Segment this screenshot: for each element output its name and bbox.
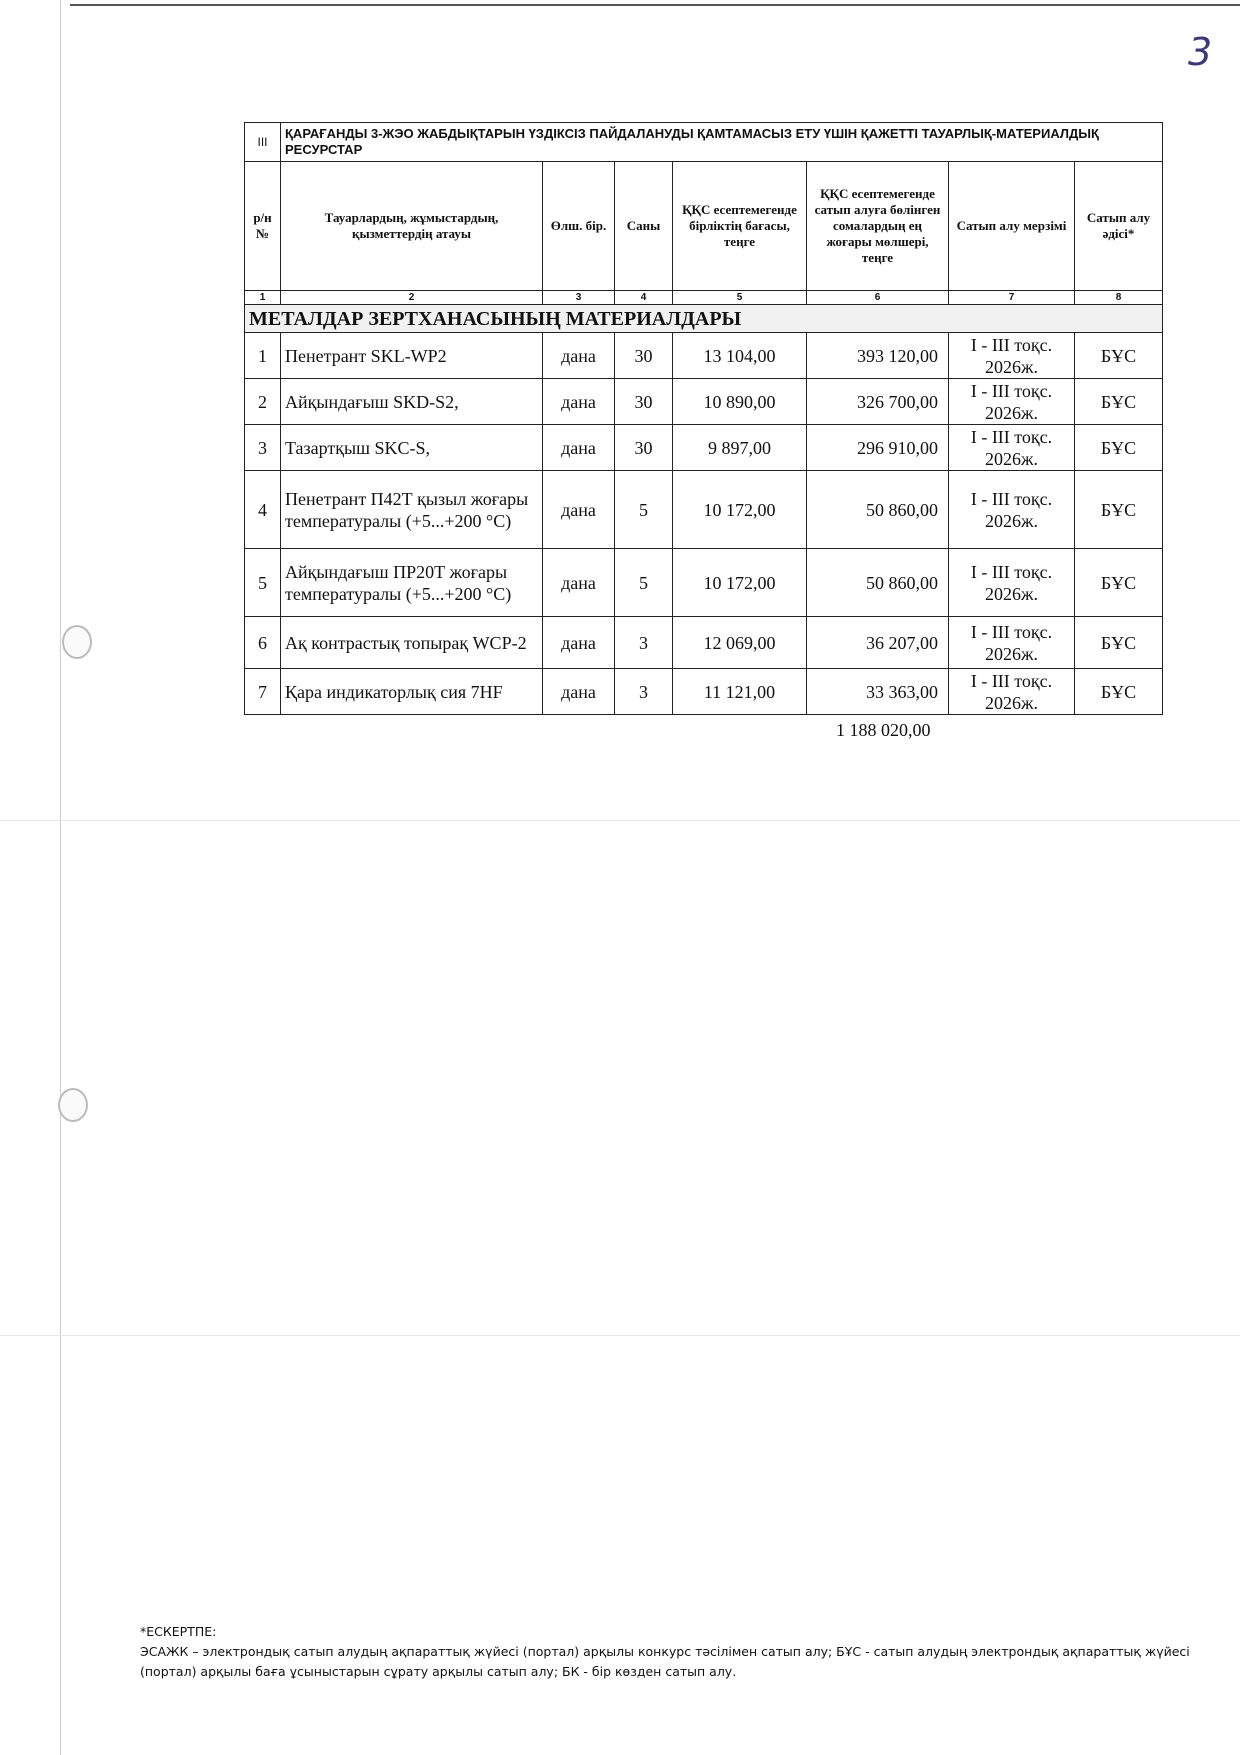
punch-hole — [58, 1088, 88, 1122]
category-title: МЕТАЛДАР ЗЕРТХАНАСЫНЫҢ МАТЕРИАЛДАРЫ — [245, 305, 1163, 333]
scan-rule — [0, 820, 1240, 821]
header-cell: ҚҚС есептемегенде сатып алуға бөлінген сомалардың ең жоғары мөлшері, теңге — [807, 162, 949, 291]
item-price: 10 172,00 — [673, 471, 807, 549]
item-name: Айқындағыш ПР20Т жоғары температуралы (+5...+200 °С) — [281, 549, 543, 617]
header-cell: Өлш. бір. — [543, 162, 615, 291]
footnote — [140, 1622, 1200, 1682]
column-number: 3 — [543, 291, 615, 305]
item-qty: 30 — [615, 425, 673, 471]
section-row — [245, 123, 1163, 162]
item-method: БҰС — [1075, 471, 1163, 549]
item-price: 11 121,00 — [673, 669, 807, 715]
handwritten-page-number: 3 — [1188, 30, 1213, 74]
row-number: 6 — [245, 617, 281, 669]
header-cell: Тауарлардың, жұмыстардың, қызметтердің атауы — [281, 162, 543, 291]
item-method: БҰС — [1075, 617, 1163, 669]
item-sum: 36 207,00 — [807, 617, 949, 669]
item-unit: дана — [543, 549, 615, 617]
column-number: 4 — [615, 291, 673, 305]
column-number: 2 — [281, 291, 543, 305]
punch-hole — [62, 625, 92, 659]
table-row — [245, 669, 1163, 715]
item-price: 10 172,00 — [673, 549, 807, 617]
column-number-row — [245, 291, 1163, 305]
item-term: I - III тоқс. 2026ж. — [949, 549, 1075, 617]
row-number: 7 — [245, 669, 281, 715]
header-row — [245, 162, 1163, 291]
item-unit: дана — [543, 425, 615, 471]
item-unit: дана — [543, 379, 615, 425]
item-term: I - III тоқс. 2026ж. — [949, 379, 1075, 425]
header-cell: р/н № — [245, 162, 281, 291]
item-term: I - III тоқс. 2026ж. — [949, 617, 1075, 669]
item-sum: 50 860,00 — [807, 549, 949, 617]
page-left-edge — [60, 0, 61, 1755]
column-number: 6 — [807, 291, 949, 305]
table-row — [245, 549, 1163, 617]
item-qty: 3 — [615, 669, 673, 715]
column-number: 7 — [949, 291, 1075, 305]
item-qty: 3 — [615, 617, 673, 669]
item-sum: 326 700,00 — [807, 379, 949, 425]
item-unit: дана — [543, 669, 615, 715]
item-price: 13 104,00 — [673, 333, 807, 379]
table-row — [245, 425, 1163, 471]
header-cell: Сатып алу әдісі* — [1075, 162, 1163, 291]
category-row — [245, 305, 1163, 333]
item-sum: 393 120,00 — [807, 333, 949, 379]
section-number: III — [245, 123, 281, 162]
footnote-title: *ЕСКЕРТПЕ: — [140, 1624, 217, 1639]
item-qty: 5 — [615, 471, 673, 549]
item-method: БҰС — [1075, 669, 1163, 715]
page-top-edge — [70, 4, 1240, 6]
row-number: 4 — [245, 471, 281, 549]
item-price: 12 069,00 — [673, 617, 807, 669]
procurement-table — [244, 122, 1163, 715]
item-term: I - III тоқс. 2026ж. — [949, 425, 1075, 471]
item-name: Айқындағыш SKD-S2, — [281, 379, 543, 425]
item-sum: 33 363,00 — [807, 669, 949, 715]
item-term: I - III тоқс. 2026ж. — [949, 333, 1075, 379]
item-sum: 50 860,00 — [807, 471, 949, 549]
item-unit: дана — [543, 471, 615, 549]
row-number: 2 — [245, 379, 281, 425]
table-row — [245, 471, 1163, 549]
item-term: I - III тоқс. 2026ж. — [949, 471, 1075, 549]
item-method: БҰС — [1075, 379, 1163, 425]
column-number: 8 — [1075, 291, 1163, 305]
column-number: 1 — [245, 291, 281, 305]
table-row — [245, 379, 1163, 425]
footnote-text: ЭСАЖК – электрондық сатып алудың ақпараттық жүйесі (портал) арқылы конкурс тәсілімен сатып алу; БҰС - сатып алудың электрондық ақпараттық жүйесі (портал) арқылы баға ұсыныстарын сұрату арқылы сатып алу; БК - бір көзден сатып алу. — [140, 1644, 1190, 1679]
item-qty: 5 — [615, 549, 673, 617]
table-row — [245, 617, 1163, 669]
row-number: 3 — [245, 425, 281, 471]
item-price: 9 897,00 — [673, 425, 807, 471]
header-cell: ҚҚС есептемегенде бірліктің бағасы, теңге — [673, 162, 807, 291]
header-cell: Саны — [615, 162, 673, 291]
item-name: Ақ контрастық топырақ WCP-2 — [281, 617, 543, 669]
item-method: БҰС — [1075, 549, 1163, 617]
table-row — [245, 333, 1163, 379]
section-title: ҚАРАҒАНДЫ 3-ЖЭО ЖАБДЫҚТАРЫН ҮЗДІКСІЗ ПАЙДАЛАНУДЫ ҚАМТАМАСЫЗ ЕТУ ҮШІН ҚАЖЕТТІ ТАУАРЛЫҚ-МАТЕРИАЛДЫҚ РЕСУРСТАР — [281, 123, 1163, 162]
item-term: I - III тоқс. 2026ж. — [949, 669, 1075, 715]
item-unit: дана — [543, 333, 615, 379]
item-name: Тазартқыш SKC-S, — [281, 425, 543, 471]
column-number: 5 — [673, 291, 807, 305]
row-number: 1 — [245, 333, 281, 379]
item-name: Пенетрант П42Т қызыл жоғары температуралы (+5...+200 °С) — [281, 471, 543, 549]
item-qty: 30 — [615, 379, 673, 425]
row-number: 5 — [245, 549, 281, 617]
item-method: БҰС — [1075, 425, 1163, 471]
header-cell: Сатып алу мерзімі — [949, 162, 1075, 291]
item-sum: 296 910,00 — [807, 425, 949, 471]
item-method: БҰС — [1075, 333, 1163, 379]
item-name: Пенетрант SKL-WP2 — [281, 333, 543, 379]
item-unit: дана — [543, 617, 615, 669]
item-name: Қара индикаторлық сия 7HF — [281, 669, 543, 715]
item-qty: 30 — [615, 333, 673, 379]
total-sum: 1 188 020,00 — [836, 720, 931, 740]
scan-rule — [0, 1335, 1240, 1336]
item-price: 10 890,00 — [673, 379, 807, 425]
